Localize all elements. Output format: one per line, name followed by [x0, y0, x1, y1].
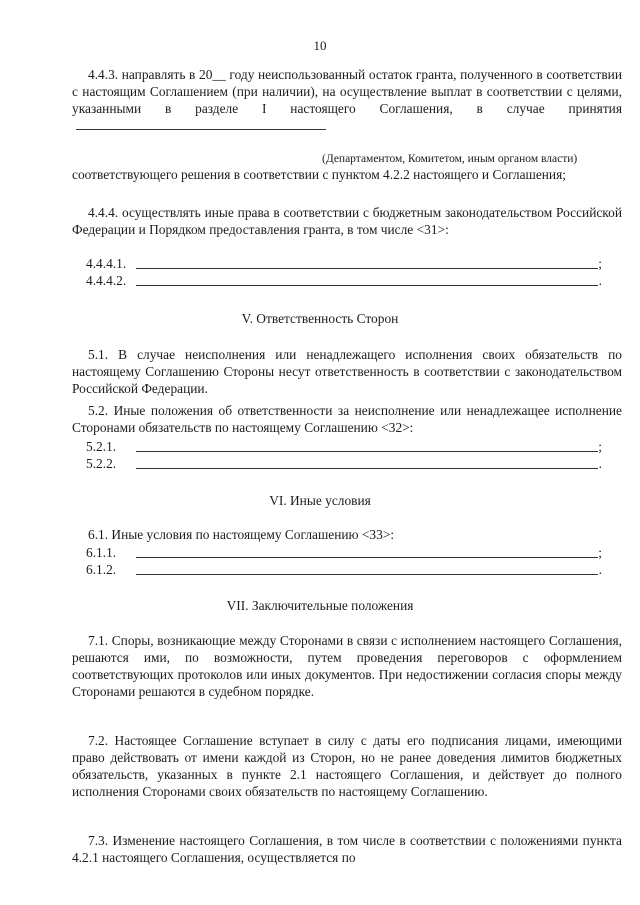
blank-line [136, 574, 598, 575]
fill-punct: ; [598, 439, 602, 454]
fill-number: 4.4.4.2. [86, 273, 127, 288]
fill-number: 4.4.4.1. [86, 256, 127, 271]
fill-line-6-1-1 [72, 544, 622, 561]
blank-line [136, 268, 598, 269]
blank-authority-line [76, 117, 326, 130]
clause-6-1: 6.1. Иные условия по настоящему Соглашению <33>: [88, 527, 395, 542]
clause-4-4-3-text: 4.4.3. направлять в 20__ году неиспользованный остаток гранта, полученного в соответствии с настоящим Соглашением (при наличии), на осуществление выплат в соответствии с целями, указанными в разделе I настоящего Соглашения, в случае принятия [72, 67, 622, 116]
blank-line [136, 557, 598, 558]
clause-4-4-3-continuation: соответствующего решения в соответствии с пунктом 4.2.2 настоящего и Соглашения; [72, 167, 566, 182]
section-7-title: VII. Заключительные положения [226, 598, 414, 613]
fill-line-5-2-2 [72, 455, 622, 472]
section-6-title: VI. Иные условия [269, 493, 371, 508]
clause-7-2: 7.2. Настоящее Соглашение вступает в силу с даты его подписания лицами, имеющими право действовать от имени каждой из Сторон, но не ранее доведения лимитов бюджетных обязательств, указанных в пункте 2.1 настоящего Соглашения, и действует до полного исполнения Сторонами своих обязательств по настоящему Соглашению. [72, 733, 622, 799]
blank-line [136, 285, 598, 286]
clause-4-4-4: 4.4.4. осуществлять иные права в соответствии с бюджетным законодательством Российской Федерации и Порядком предоставления гранта, в том числе <31>: [72, 205, 622, 237]
blank-line [136, 468, 598, 469]
page-number: 10 [313, 38, 327, 53]
clause-7-3: 7.3. Изменение настоящего Соглашения, в том числе в соответствии с положениями пункта 4.2.1 настоящего Соглашения, осуществляется по [72, 833, 622, 865]
section-5-title: V. Ответственность Сторон [241, 311, 399, 326]
fill-punct: . [598, 273, 602, 288]
fill-number: 6.1.2. [86, 562, 117, 577]
fill-punct: ; [598, 545, 602, 560]
fill-number: 5.2.2. [86, 456, 117, 471]
fill-line-5-2-1 [72, 438, 622, 455]
clause-7-1: 7.1. Споры, возникающие между Сторонами в связи с исполнением настоящего Соглашения, решаются ими, по возможности, путем проведения переговоров с оформлением соответствующих протоколов или иных документов. При недостижении согласия споры между Сторонами решаются в судебном порядке. [72, 633, 622, 699]
fill-number: 5.2.1. [86, 439, 117, 454]
fill-line-4-4-4-2 [72, 272, 622, 289]
fill-punct: . [598, 562, 602, 577]
authority-caption: (Департаментом, Комитетом, иным органом власти) [322, 153, 578, 165]
fill-line-6-1-2 [72, 561, 622, 578]
clause-4-4-3 [72, 66, 622, 134]
blank-line [136, 451, 598, 452]
clause-5-2: 5.2. Иные положения об ответственности за неисполнение или ненадлежащее исполнение Сторонами обязательств по настоящему Соглашению <32>: [72, 403, 622, 435]
clause-5-1: 5.1. В случае неисполнения или ненадлежащего исполнения своих обязательств по настоящему Соглашению Стороны несут ответственность в соответствии с законодательством Российской Федерации. [72, 347, 622, 396]
fill-punct: ; [598, 256, 602, 271]
fill-number: 6.1.1. [86, 545, 117, 560]
fill-punct: . [598, 456, 602, 471]
fill-line-4-4-4-1 [72, 255, 622, 272]
